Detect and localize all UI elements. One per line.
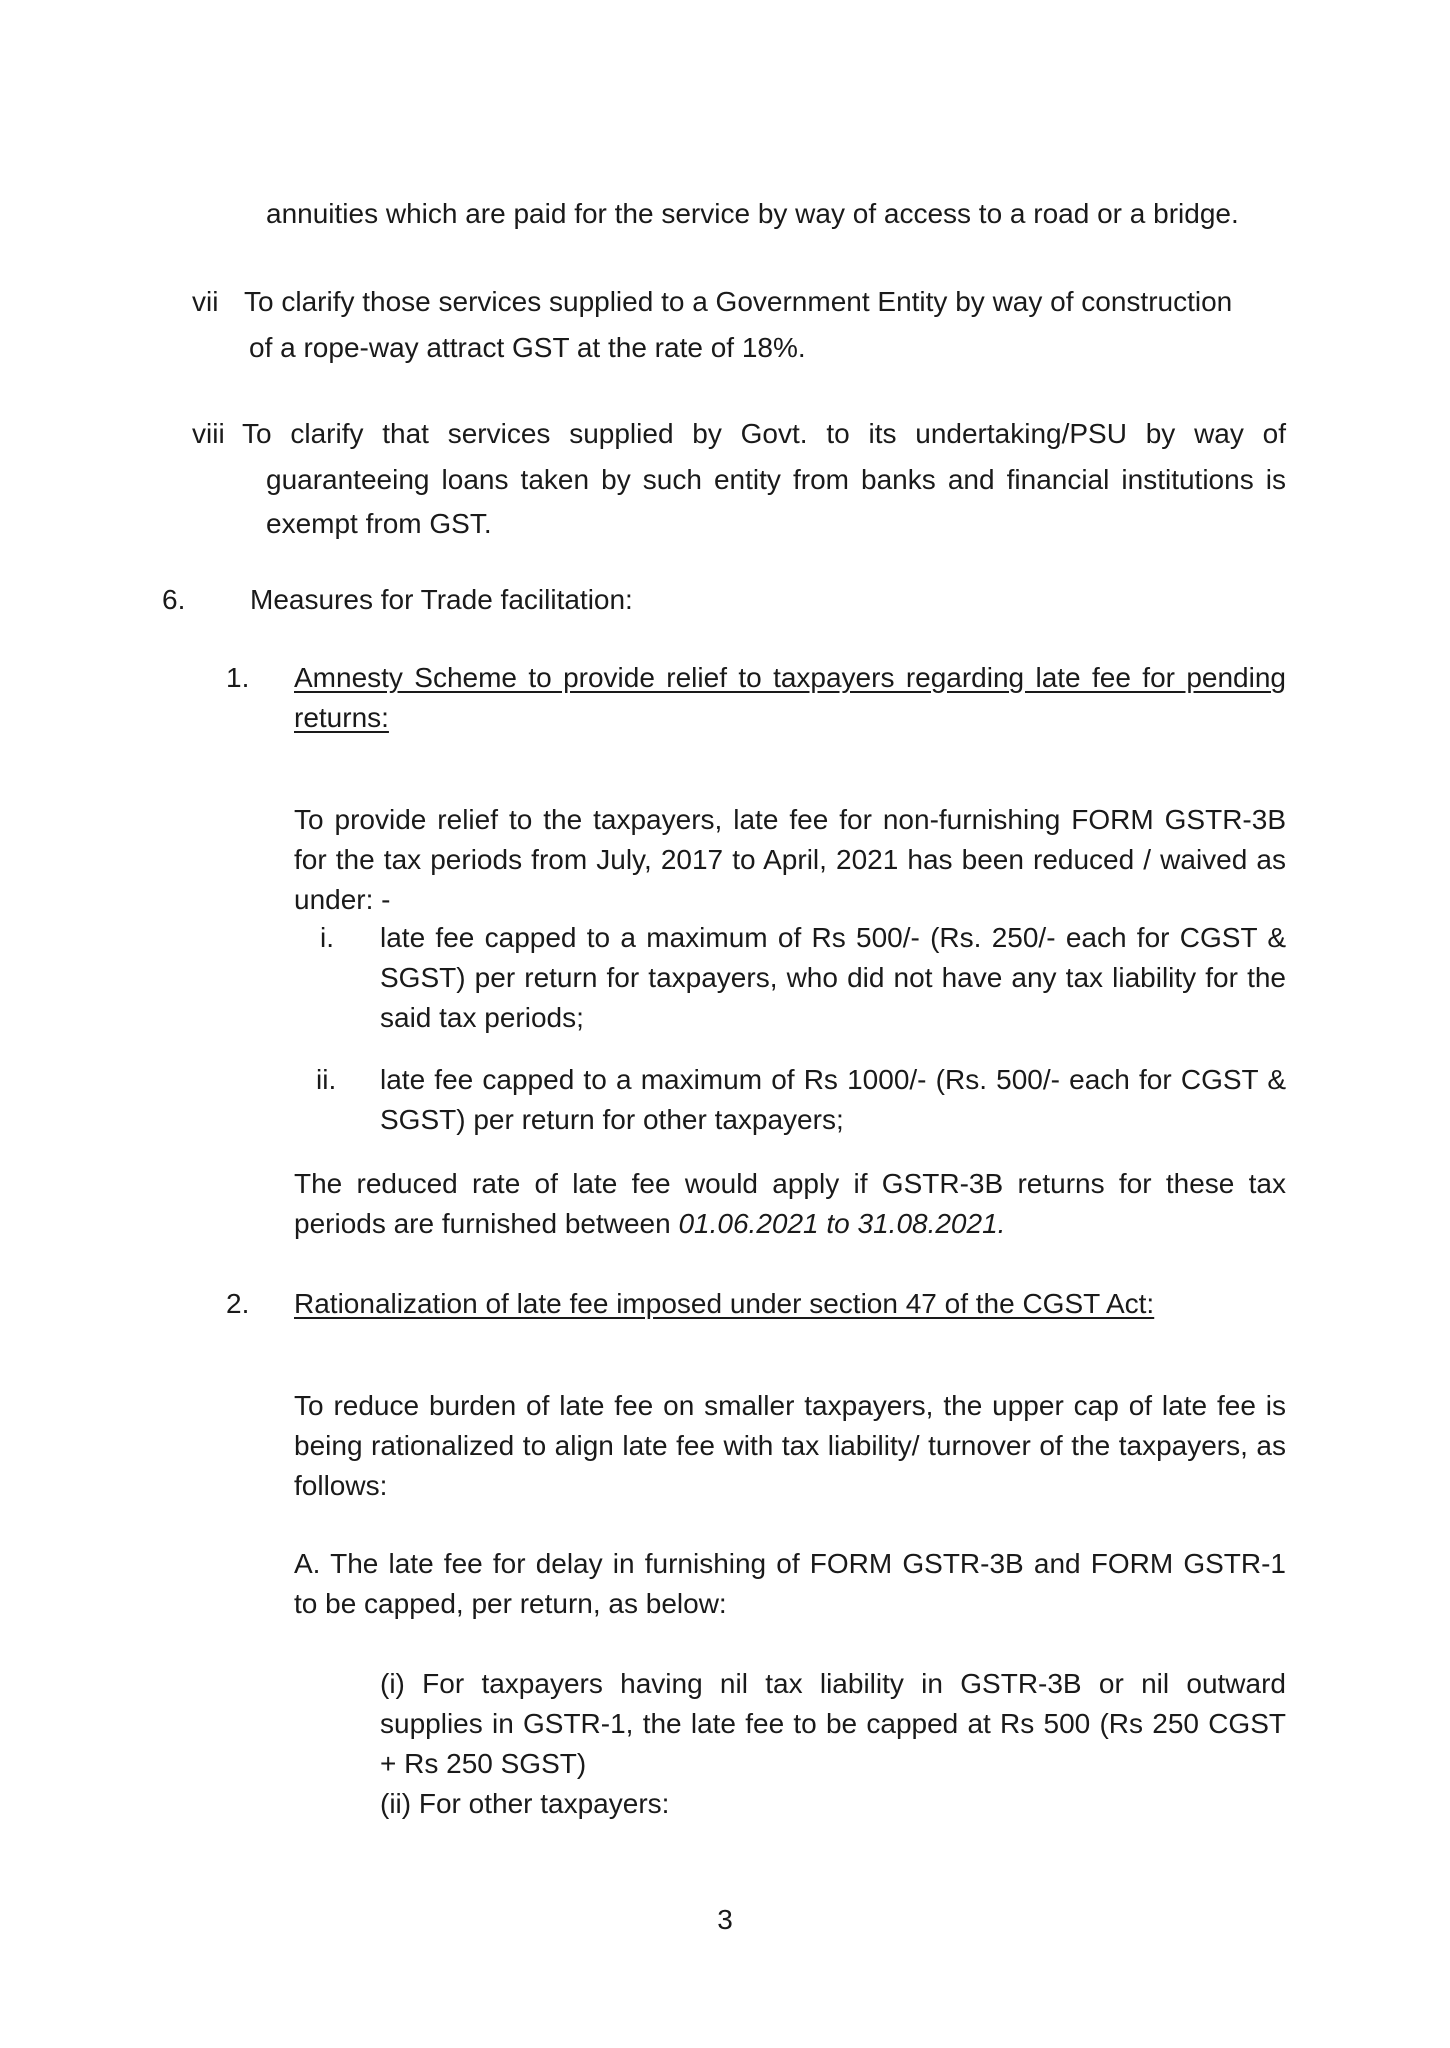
page-number: 3 [717, 1904, 733, 1935]
sub-1-point-i-text: late fee capped to a maximum of Rs 500/- (Rs. 250/- each for CGST & SGST) per return for taxpayers, who did not have any tax liability for the said tax periods; [380, 922, 1286, 1033]
item-vii-line2: of a rope-way attract GST at the rate of 18%. [249, 332, 806, 363]
sub-2-intro: To reduce burden of late fee on smaller taxpayers, the upper cap of late fee is being rationalized to align late fee with tax liability/ turnover of the taxpayers, as follows: [294, 1390, 1286, 1501]
item-viii-line1: To clarify that services supplied by Govt. to its undertaking/PSU by way of [242, 418, 1286, 449]
item-vii-marker: vii [192, 286, 219, 317]
sub-1-note-text: The reduced rate of late fee would apply if GSTR-3B returns for these tax periods are furnished between [294, 1168, 1286, 1239]
sub-1-note-dates: 01.06.2021 to 31.08.2021. [678, 1208, 1006, 1239]
sub-2-point-a-i: (i) For taxpayers having nil tax liability in GSTR-3B or nil outward supplies in GSTR-1, the late fee to be capped at Rs 500 (Rs 250 CGST + Rs 250 SGST) [380, 1668, 1286, 1779]
sub-2-point-a: A. The late fee for delay in furnishing of FORM GSTR-3B and FORM GSTR-1 to be capped, per return, as below: [294, 1548, 1286, 1619]
sub-1-point-i-marker: i. [320, 922, 334, 953]
sub-1-intro: To provide relief to the taxpayers, late fee for non-furnishing FORM GSTR-3B for the tax periods from July, 2017 to April, 2021 has been reduced / waived as under: - [294, 804, 1286, 915]
section-6-title: Measures for Trade facilitation: [250, 584, 633, 615]
sub-1-heading: Amnesty Scheme to provide relief to taxpayers regarding late fee for pending returns: [294, 662, 1286, 733]
sub-1-note [294, 1164, 1286, 1244]
sub-1-point-ii-marker: ii. [316, 1064, 337, 1095]
continuation-text: annuities which are paid for the service by way of access to a road or a bridge. [266, 198, 1239, 229]
item-viii-marker: viii [192, 418, 225, 449]
section-6-number: 6. [162, 584, 186, 615]
sub-2-point-a-ii: (ii) For other taxpayers: [380, 1788, 670, 1819]
sub-1-point-ii-text: late fee capped to a maximum of Rs 1000/- (Rs. 500/- each for CGST & SGST) per return for other taxpayers; [380, 1064, 1286, 1135]
item-viii-rest: guaranteeing loans taken by such entity from banks and financial institutions is exempt from GST. [266, 464, 1286, 539]
sub-2-number: 2. [226, 1288, 250, 1319]
sub-1-number: 1. [226, 662, 250, 693]
item-vii-line1: To clarify those services supplied to a Government Entity by way of construction [244, 286, 1233, 317]
sub-2-heading: Rationalization of late fee imposed under section 47 of the CGST Act: [294, 1288, 1155, 1319]
